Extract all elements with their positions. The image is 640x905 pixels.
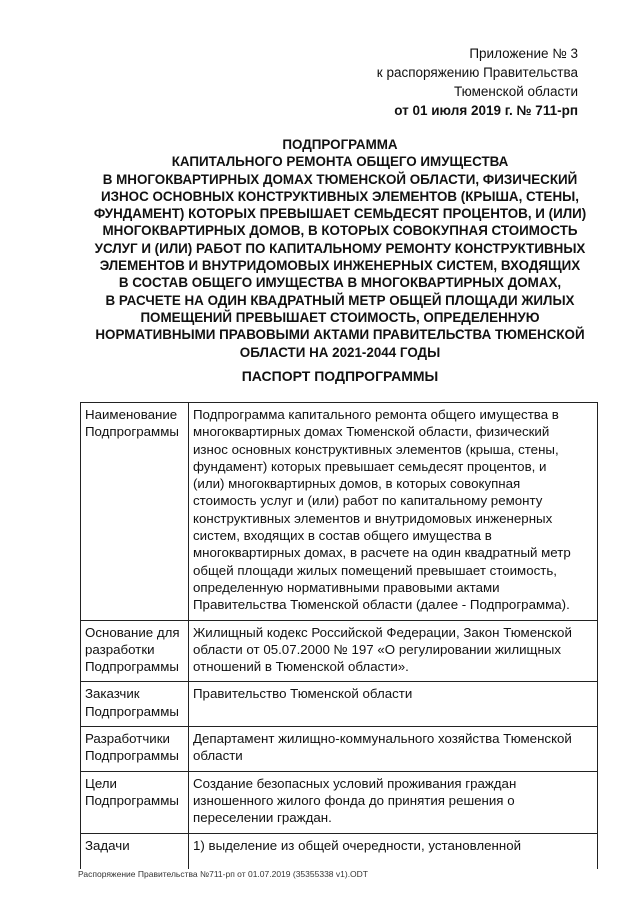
row-label [81, 682, 189, 727]
row-content [189, 833, 598, 869]
content-line: Создание безопасных условий проживания граждан [193, 775, 517, 791]
content-line: Правительства Тюменской области (далее - Подпрограмма). [193, 597, 570, 613]
title-line: ИЗНОС ОСНОВНЫХ КОНСТРУКТИВНЫХ ЭЛЕМЕНТОВ (КРЫША, СТЕНЫ, [101, 188, 579, 204]
label-line: Подпрограммы [85, 424, 179, 440]
title-line: ОБЛАСТИ НА 2021-2044 ГОДЫ [239, 344, 441, 360]
content-line: Подпрограмма капитального ремонта общего имущества в [193, 407, 559, 422]
appendix-block [338, 44, 578, 120]
row-label [81, 620, 189, 682]
label-line: Подпрограммы [85, 792, 179, 808]
title-line: НОРМАТИВНЫМИ ПРАВОВЫМИ АКТАМИ ПРАВИТЕЛЬСТВА ТЮМЕНСКОЙ [95, 327, 585, 343]
document-title [70, 136, 610, 361]
label-line: Задачи [85, 837, 130, 853]
table-row [81, 833, 598, 869]
title-line: КАПИТАЛЬНОГО РЕМОНТА ОБЩЕГО ИМУЩЕСТВА [171, 154, 509, 170]
row-content [189, 682, 598, 727]
content-line: стоимость услуг и (или) работ по капитальному ремонту [193, 493, 543, 509]
content-line: определенную нормативными правовыми актами [193, 579, 500, 595]
content-line: отношений в Тюменской области». [193, 659, 409, 675]
row-content [189, 620, 598, 682]
table-row [81, 403, 598, 621]
content-line: фундамент) которых превышает семьдесят процентов, и [193, 458, 547, 474]
title-line: В РАСЧЕТЕ НА ОДИН КВАДРАТНЫЙ МЕТР ОБЩЕЙ ПЛОЩАДИ ЖИЛЫХ [105, 292, 575, 308]
content-line: (или) многоквартирных домов, в которых совокупная [193, 476, 521, 492]
row-label [81, 403, 189, 621]
passport-table [80, 402, 598, 869]
label-line: Наименование [85, 407, 178, 422]
row-label [81, 727, 189, 772]
row-label [81, 833, 189, 869]
appendix-number: Приложение № 3 [469, 46, 578, 61]
title-line: ПОМЕЩЕНИЙ ПРЕВЫШАЕТ СТОИМОСТЬ, ОПРЕДЕЛЕННУЮ [140, 309, 540, 325]
label-line: Подпрограммы [85, 748, 179, 764]
table-row [81, 727, 598, 772]
title-line: ЭЛЕМЕНТОВ И ВНУТРИДОМОВЫХ ИНЖЕНЕРНЫХ СИСТЕМ, ВХОДЯЩИХ [99, 258, 581, 274]
row-content [189, 771, 598, 833]
label-line: Разработчики [85, 731, 170, 747]
content-line: общей площади жилых помещений превышает стоимость, [193, 562, 557, 578]
table-row [81, 620, 598, 682]
label-line: Цели [85, 775, 117, 791]
label-line: Подпрограммы [85, 659, 179, 675]
appendix-date: от 01 июля 2019 г. № 711-рп [394, 103, 578, 118]
row-content [189, 403, 598, 621]
content-line: Правительство Тюменской области [193, 686, 413, 702]
content-line: конструктивных элементов и внутридомовых инженерных [193, 510, 553, 526]
content-line: систем, входящих в состав общего имущества в [193, 528, 492, 544]
table-row [81, 682, 598, 727]
passport-heading: ПАСПОРТ ПОДПРОГРАММЫ [241, 368, 439, 384]
appendix-region: Тюменской области [454, 84, 578, 99]
content-line: многоквартирных домах Тюменской области, физический [193, 424, 550, 440]
title-line: МНОГОКВАРТИРНЫХ ДОМОВ, В КОТОРЫХ СОВОКУПНАЯ СТОИМОСТЬ [102, 223, 578, 239]
content-line: области [193, 748, 243, 764]
label-line: Подпрограммы [85, 703, 179, 719]
content-line: изношенного жилого фонда до принятия решения о [193, 792, 515, 808]
title-line: ФУНДАМЕНТ) КОТОРЫХ ПРЕВЫШАЕТ СЕМЬДЕСЯТ ПРОЦЕНТОВ, И (ИЛИ) [93, 206, 587, 222]
title-line: УСЛУГ И (ИЛИ) РАБОТ ПО КАПИТАЛЬНОМУ РЕМОНТУ КОНСТРУКТИВНЫХ [94, 240, 586, 256]
appendix-order-ref: к распоряжению Правительства [376, 65, 578, 80]
row-content [189, 727, 598, 772]
table-row [81, 771, 598, 833]
content-line: области от 05.07.2000 № 197 «О регулировании жилищных [193, 641, 562, 657]
title-line: В МНОГОКВАРТИРНЫХ ДОМАХ ТЮМЕНСКОЙ ОБЛАСТИ, ФИЗИЧЕСКИЙ [102, 171, 578, 187]
label-line: разработки [85, 641, 155, 657]
footer-filename: Распоряжение Правительства №711-рп от 01.07.2019 (35355338 v1).ODT [78, 869, 368, 879]
content-line: 1) выделение из общей очередности, установленной [193, 837, 522, 853]
row-label [81, 771, 189, 833]
content-line: многоквартирных домах, в расчете на один квадратный метр [193, 545, 571, 561]
content-line: износ основных конструктивных элементов (крыша, стены, [193, 441, 559, 457]
content-line: Жилищный кодекс Российской Федерации, Закон Тюменской [193, 624, 572, 640]
label-line: Основание для [85, 624, 180, 640]
title-line: В СОСТАВ ОБЩЕГО ИМУЩЕСТВА В МНОГОКВАРТИРНЫХ ДОМАХ, [118, 275, 562, 291]
label-line: Заказчик [85, 686, 140, 702]
title-line: ПОДПРОГРАММА [282, 137, 398, 152]
content-line: переселении граждан. [193, 810, 332, 826]
content-line: Департамент жилищно-коммунального хозяйства Тюменской [193, 731, 572, 747]
